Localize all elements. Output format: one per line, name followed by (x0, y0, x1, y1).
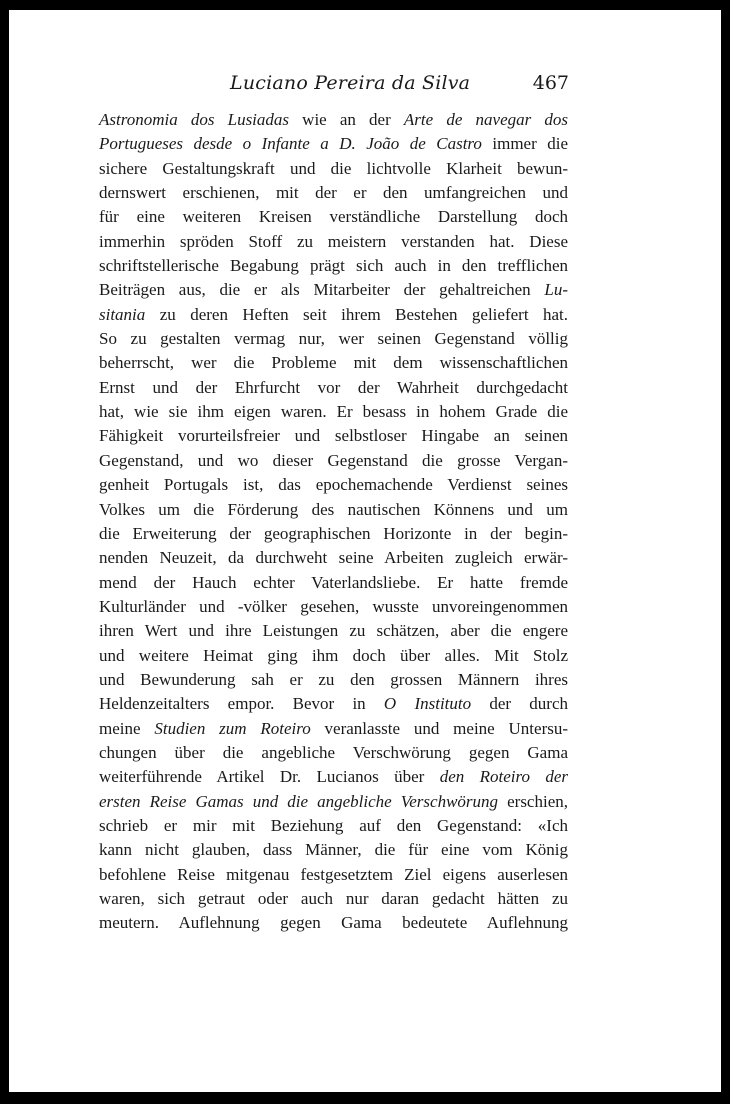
text-run: befohlene Reise mitgenau festgesetztem Ziel eigens auserlesen (99, 864, 568, 884)
text-line (99, 254, 568, 278)
text-line (99, 278, 568, 302)
running-head (9, 72, 721, 102)
text-line (99, 814, 568, 838)
text-run: Beiträgen aus, die er als Mitarbeiter der gehaltreichen (99, 280, 545, 300)
text-line (99, 181, 568, 205)
text-run: veranlasste und meine Untersu- (310, 718, 569, 738)
text-line (99, 132, 568, 156)
text-line (99, 668, 568, 692)
text-line (99, 765, 568, 789)
text-run: Kulturländer und -völker gesehen, wusste unvoreingenommen (99, 596, 568, 616)
text-run: Ernst und der Ehrfurcht vor der Wahrheit durchgedacht (99, 377, 568, 397)
text-line (99, 473, 568, 497)
text-line (99, 449, 568, 473)
text-line (99, 887, 568, 911)
text-run: So zu gestalten vermag nur, wer seinen Gegenstand völlig (99, 329, 568, 349)
text-line (99, 108, 568, 132)
text-run: für eine weiteren Kreisen verständliche Darstellung doch (99, 207, 568, 227)
text-line (99, 376, 568, 400)
text-run: Gegenstand, und wo dieser Gegenstand die grosse Vergan- (99, 450, 568, 470)
text-line (99, 522, 568, 546)
text-line (99, 911, 568, 935)
text-line (99, 741, 568, 765)
text-run: wie an der (289, 110, 404, 129)
italic-text: Studien zum Roteiro (154, 718, 311, 738)
text-run: die Erweiterung der geographischen Horizonte in der begin- (99, 523, 568, 543)
text-line (99, 571, 568, 595)
book-page (9, 10, 721, 1092)
text-run: schriftstellerische Begabung prägt sich auch in den trefflichen (99, 256, 568, 276)
text-run: Fähigkeit vorurteilsfreier und selbstloser Hingabe an seinen (99, 426, 568, 446)
italic-text: Lu- (544, 280, 568, 300)
text-line (99, 327, 568, 351)
text-run: zu deren Heften seit ihrem Bestehen geliefert hat. (145, 304, 568, 324)
text-line (99, 790, 568, 814)
text-line (99, 595, 568, 619)
text-line (99, 546, 568, 570)
italic-text: Portugueses desde o Infante a D. João de Castro (99, 134, 482, 154)
italic-text: O Instituto (383, 694, 472, 714)
text-run: der durch (471, 694, 569, 714)
text-line (99, 230, 568, 254)
text-run: dernswert erschienen, mit der er den umfangreichen und (99, 183, 568, 203)
text-run: ihren Wert und ihre Leistungen zu schätzen, aber die engere (99, 621, 568, 641)
text-line (99, 644, 568, 668)
text-line (99, 619, 568, 643)
italic-text: sitania (99, 304, 146, 324)
text-run: waren, sich getraut oder auch nur daran gedacht hätten zu (99, 889, 568, 908)
text-run: und Bewunderung sah er zu den grossen Männern ihres (99, 669, 568, 689)
text-run: immerhin spröden Stoff zu meistern verstanden hat. Diese (99, 231, 568, 251)
text-run: genheit Portugals ist, das epochemachende Verdienst seines (99, 475, 568, 495)
text-run: hat, wie sie ihm eigen waren. Er besass in hohem Grade die (99, 402, 568, 422)
text-run: erschien, (498, 791, 568, 811)
text-line (99, 692, 568, 716)
text-run: kann nicht glauben, dass Männer, die für eine vom König (99, 840, 568, 860)
text-run: schrieb er mir mit Beziehung auf den Gegenstand: «Ich (99, 815, 568, 835)
text-line (99, 838, 568, 862)
text-run: beherrscht, wer die Probleme mit dem wissenschaftlichen (99, 353, 568, 373)
text-run: nenden Neuzeit, da durchweht seine Arbeiten zugleich erwär- (99, 548, 568, 568)
text-line (99, 863, 568, 887)
text-run: Volkes um die Förderung des nautischen Könnens und um (99, 499, 568, 519)
text-line (99, 400, 568, 424)
italic-text: Astronomia dos Lusiadas (99, 110, 290, 129)
text-run: weiterführende Artikel Dr. Lucianos über (99, 767, 440, 787)
text-run: meutern. Auflehnung gegen Gama bedeutete Auflehnung (99, 913, 568, 933)
body-paragraph (99, 108, 568, 936)
text-run: Heldenzeitalters empor. Bevor in (99, 694, 384, 714)
italic-text: Arte de navegar dos (403, 110, 568, 129)
page-number: 467 (532, 72, 569, 94)
text-run: mend der Hauch echter Vaterlandsliebe. Er hatte fremde (99, 572, 568, 592)
text-line (99, 205, 568, 229)
text-run: chungen über die angebliche Verschwörung gegen Gama (99, 742, 568, 762)
text-line (99, 351, 568, 375)
italic-text: den Roteiro der (439, 767, 568, 787)
text-run: sichere Gestaltungskraft und die lichtvolle Klarheit bewun- (99, 158, 568, 178)
text-line (99, 424, 568, 448)
text-line (99, 498, 568, 522)
text-line (99, 157, 568, 181)
italic-text: ersten Reise Gamas und die angebliche Verschwörung (99, 791, 499, 811)
text-run: meine (99, 718, 155, 738)
text-run: immer die (481, 134, 568, 154)
text-line (99, 717, 568, 741)
text-run: und weitere Heimat ging ihm doch über alles. Mit Stolz (99, 645, 568, 665)
running-title: Luciano Pereira da Silva (230, 72, 471, 94)
text-line (99, 303, 568, 327)
